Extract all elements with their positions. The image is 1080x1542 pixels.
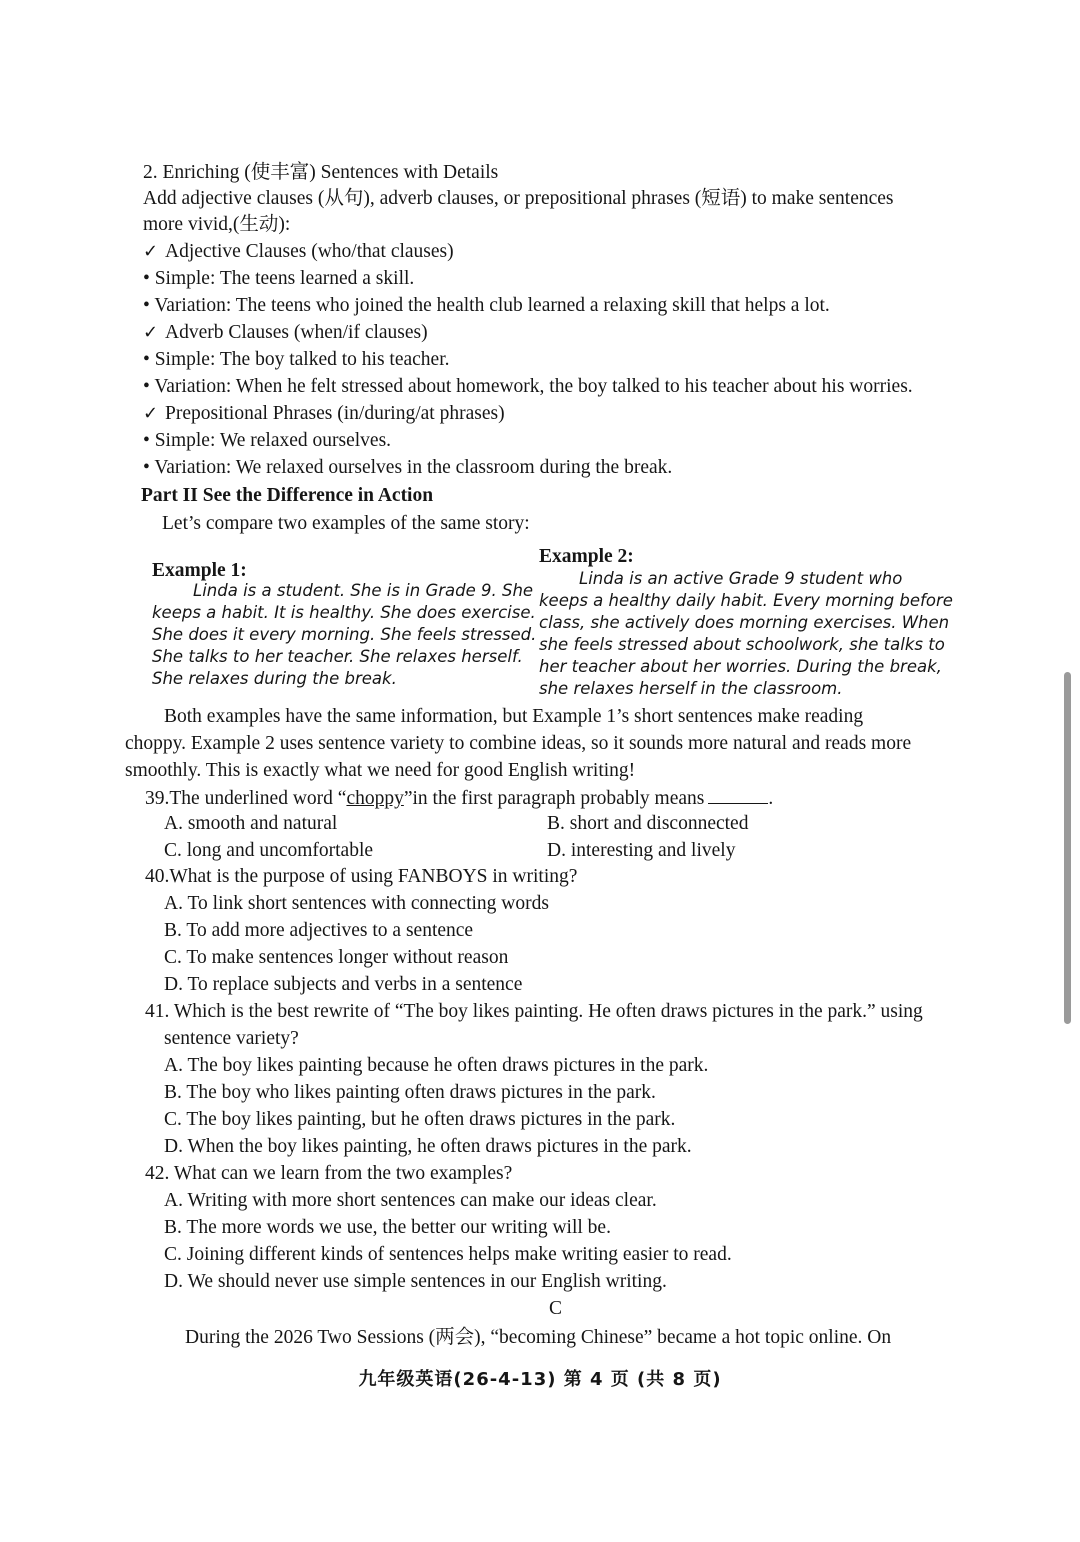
question-40-option-c: C. To make sentences longer without reason bbox=[164, 947, 509, 968]
example1-line: She relaxes during the break. bbox=[152, 669, 397, 688]
example1-title: Example 1: bbox=[152, 560, 247, 581]
underlined-word: choppy bbox=[346, 788, 404, 809]
adverb-clauses-heading bbox=[143, 320, 428, 346]
question-39-stem-end: . bbox=[768, 788, 774, 809]
answer-blank bbox=[708, 785, 768, 804]
question-40-stem: 40.What is the purpose of using FANBOYS in writing? bbox=[145, 866, 578, 887]
question-39-option-a: A. smooth and natural bbox=[164, 813, 338, 834]
example1-line: keeps a habit. It is healthy. She does exercise. bbox=[152, 603, 536, 622]
example2-line: her teacher about her worries. During the break, bbox=[539, 657, 942, 676]
summary-line1: Both examples have the same information, but Example 1’s short sentences make reading bbox=[164, 706, 864, 727]
question-41-option-d: D. When the boy likes painting, he often draws pictures in the park. bbox=[164, 1136, 692, 1157]
part2-intro: Let’s compare two examples of the same story: bbox=[162, 513, 530, 534]
question-41-stem-line1: 41. Which is the best rewrite of “The boy likes painting. He often draws pictures in the park.” using bbox=[145, 1001, 923, 1022]
example2-line: Linda is an active Grade 9 student who bbox=[579, 569, 903, 588]
question-42-option-a: A. Writing with more short sentences can make our ideas clear. bbox=[164, 1190, 657, 1211]
question-41-stem-line2: sentence variety? bbox=[164, 1028, 299, 1049]
question-42-option-c: C. Joining different kinds of sentences helps make writing easier to read. bbox=[164, 1244, 732, 1265]
question-39-stem-pre: 39.The underlined word “ bbox=[145, 788, 347, 809]
example2-line: she relaxes herself in the classroom. bbox=[539, 679, 843, 698]
prepositional-simple: • Simple: We relaxed ourselves. bbox=[143, 430, 392, 451]
question-42-stem: 42. What can we learn from the two examples? bbox=[145, 1163, 513, 1184]
question-42-option-d: D. We should never use simple sentences in our English writing. bbox=[164, 1271, 667, 1292]
part2-heading: Part II See the Difference in Action bbox=[141, 485, 434, 506]
checkmark-icon: ✓ bbox=[143, 322, 159, 343]
question-39-option-d: D. interesting and lively bbox=[547, 840, 736, 861]
passage-c-label: C bbox=[549, 1298, 563, 1319]
example1-line: She talks to her teacher. She relaxes herself. bbox=[152, 647, 523, 666]
example2-line: keeps a healthy daily habit. Every morning before bbox=[539, 591, 953, 610]
prepositional-variation: • Variation: We relaxed ourselves in the classroom during the break. bbox=[143, 457, 673, 478]
summary-line2: choppy. Example 2 uses sentence variety to combine ideas, so it sounds more natural and reads more bbox=[125, 733, 912, 754]
example1-line: Linda is a student. She is in Grade 9. She bbox=[193, 581, 534, 600]
adjective-clauses-label: Adjective Clauses (who/that clauses) bbox=[165, 241, 454, 262]
page-footer: 九年级英语(26-4-13) 第 4 页 (共 8 页) bbox=[358, 1369, 722, 1390]
question-39-option-c: C. long and uncomfortable bbox=[164, 840, 374, 861]
example2-line: she feels stressed about schoolwork, she talks to bbox=[539, 635, 945, 654]
question-41-option-a: A. The boy likes painting because he often draws pictures in the park. bbox=[164, 1055, 709, 1076]
question-41-option-c: C. The boy likes painting, but he often draws pictures in the park. bbox=[164, 1109, 676, 1130]
question-40-option-d: D. To replace subjects and verbs in a sentence bbox=[164, 974, 523, 995]
summary-line3: smoothly. This is exactly what we need for good English writing! bbox=[125, 760, 636, 781]
example1-line: She does it every morning. She feels stressed. bbox=[152, 625, 537, 644]
adjective-simple: • Simple: The teens learned a skill. bbox=[143, 268, 415, 289]
adverb-variation: • Variation: When he felt stressed about homework, the boy talked to his teacher about his worries. bbox=[143, 376, 913, 397]
section-heading: 2. Enriching (使丰富) Sentences with Details bbox=[143, 162, 499, 183]
checkmark-icon: ✓ bbox=[143, 241, 159, 262]
passage-c-first-line: During the 2026 Two Sessions (两会), “becoming Chinese” became a hot topic online. On bbox=[185, 1327, 892, 1348]
section-intro-line2: more vivid,(生动): bbox=[143, 214, 291, 235]
example2-title: Example 2: bbox=[539, 546, 634, 567]
question-42-option-b: B. The more words we use, the better our writing will be. bbox=[164, 1217, 611, 1238]
question-40-option-b: B. To add more adjectives to a sentence bbox=[164, 920, 474, 941]
question-39-stem bbox=[145, 785, 773, 812]
question-40-option-a: A. To link short sentences with connecting words bbox=[164, 893, 549, 914]
adjective-variation: • Variation: The teens who joined the health club learned a relaxing skill that helps a lot. bbox=[143, 295, 830, 316]
vertical-scrollbar[interactable] bbox=[1064, 672, 1071, 1024]
question-39-stem-post: ”in the first paragraph probably means bbox=[403, 788, 705, 809]
prepositional-phrases-heading bbox=[143, 401, 505, 427]
question-39-option-b: B. short and disconnected bbox=[547, 813, 749, 834]
prepositional-phrases-label: Prepositional Phrases (in/during/at phrases) bbox=[165, 403, 505, 424]
question-41-option-b: B. The boy who likes painting often draws pictures in the park. bbox=[164, 1082, 656, 1103]
adverb-clauses-label: Adverb Clauses (when/if clauses) bbox=[165, 322, 428, 343]
checkmark-icon: ✓ bbox=[143, 403, 159, 424]
adjective-clauses-heading bbox=[143, 239, 454, 265]
example2-line: class, she actively does morning exercises. When bbox=[539, 613, 950, 632]
section-intro-line1: Add adjective clauses (从句), adverb clauses, or prepositional phrases (短语) to make sentences bbox=[143, 188, 894, 209]
adverb-simple: • Simple: The boy talked to his teacher. bbox=[143, 349, 450, 370]
